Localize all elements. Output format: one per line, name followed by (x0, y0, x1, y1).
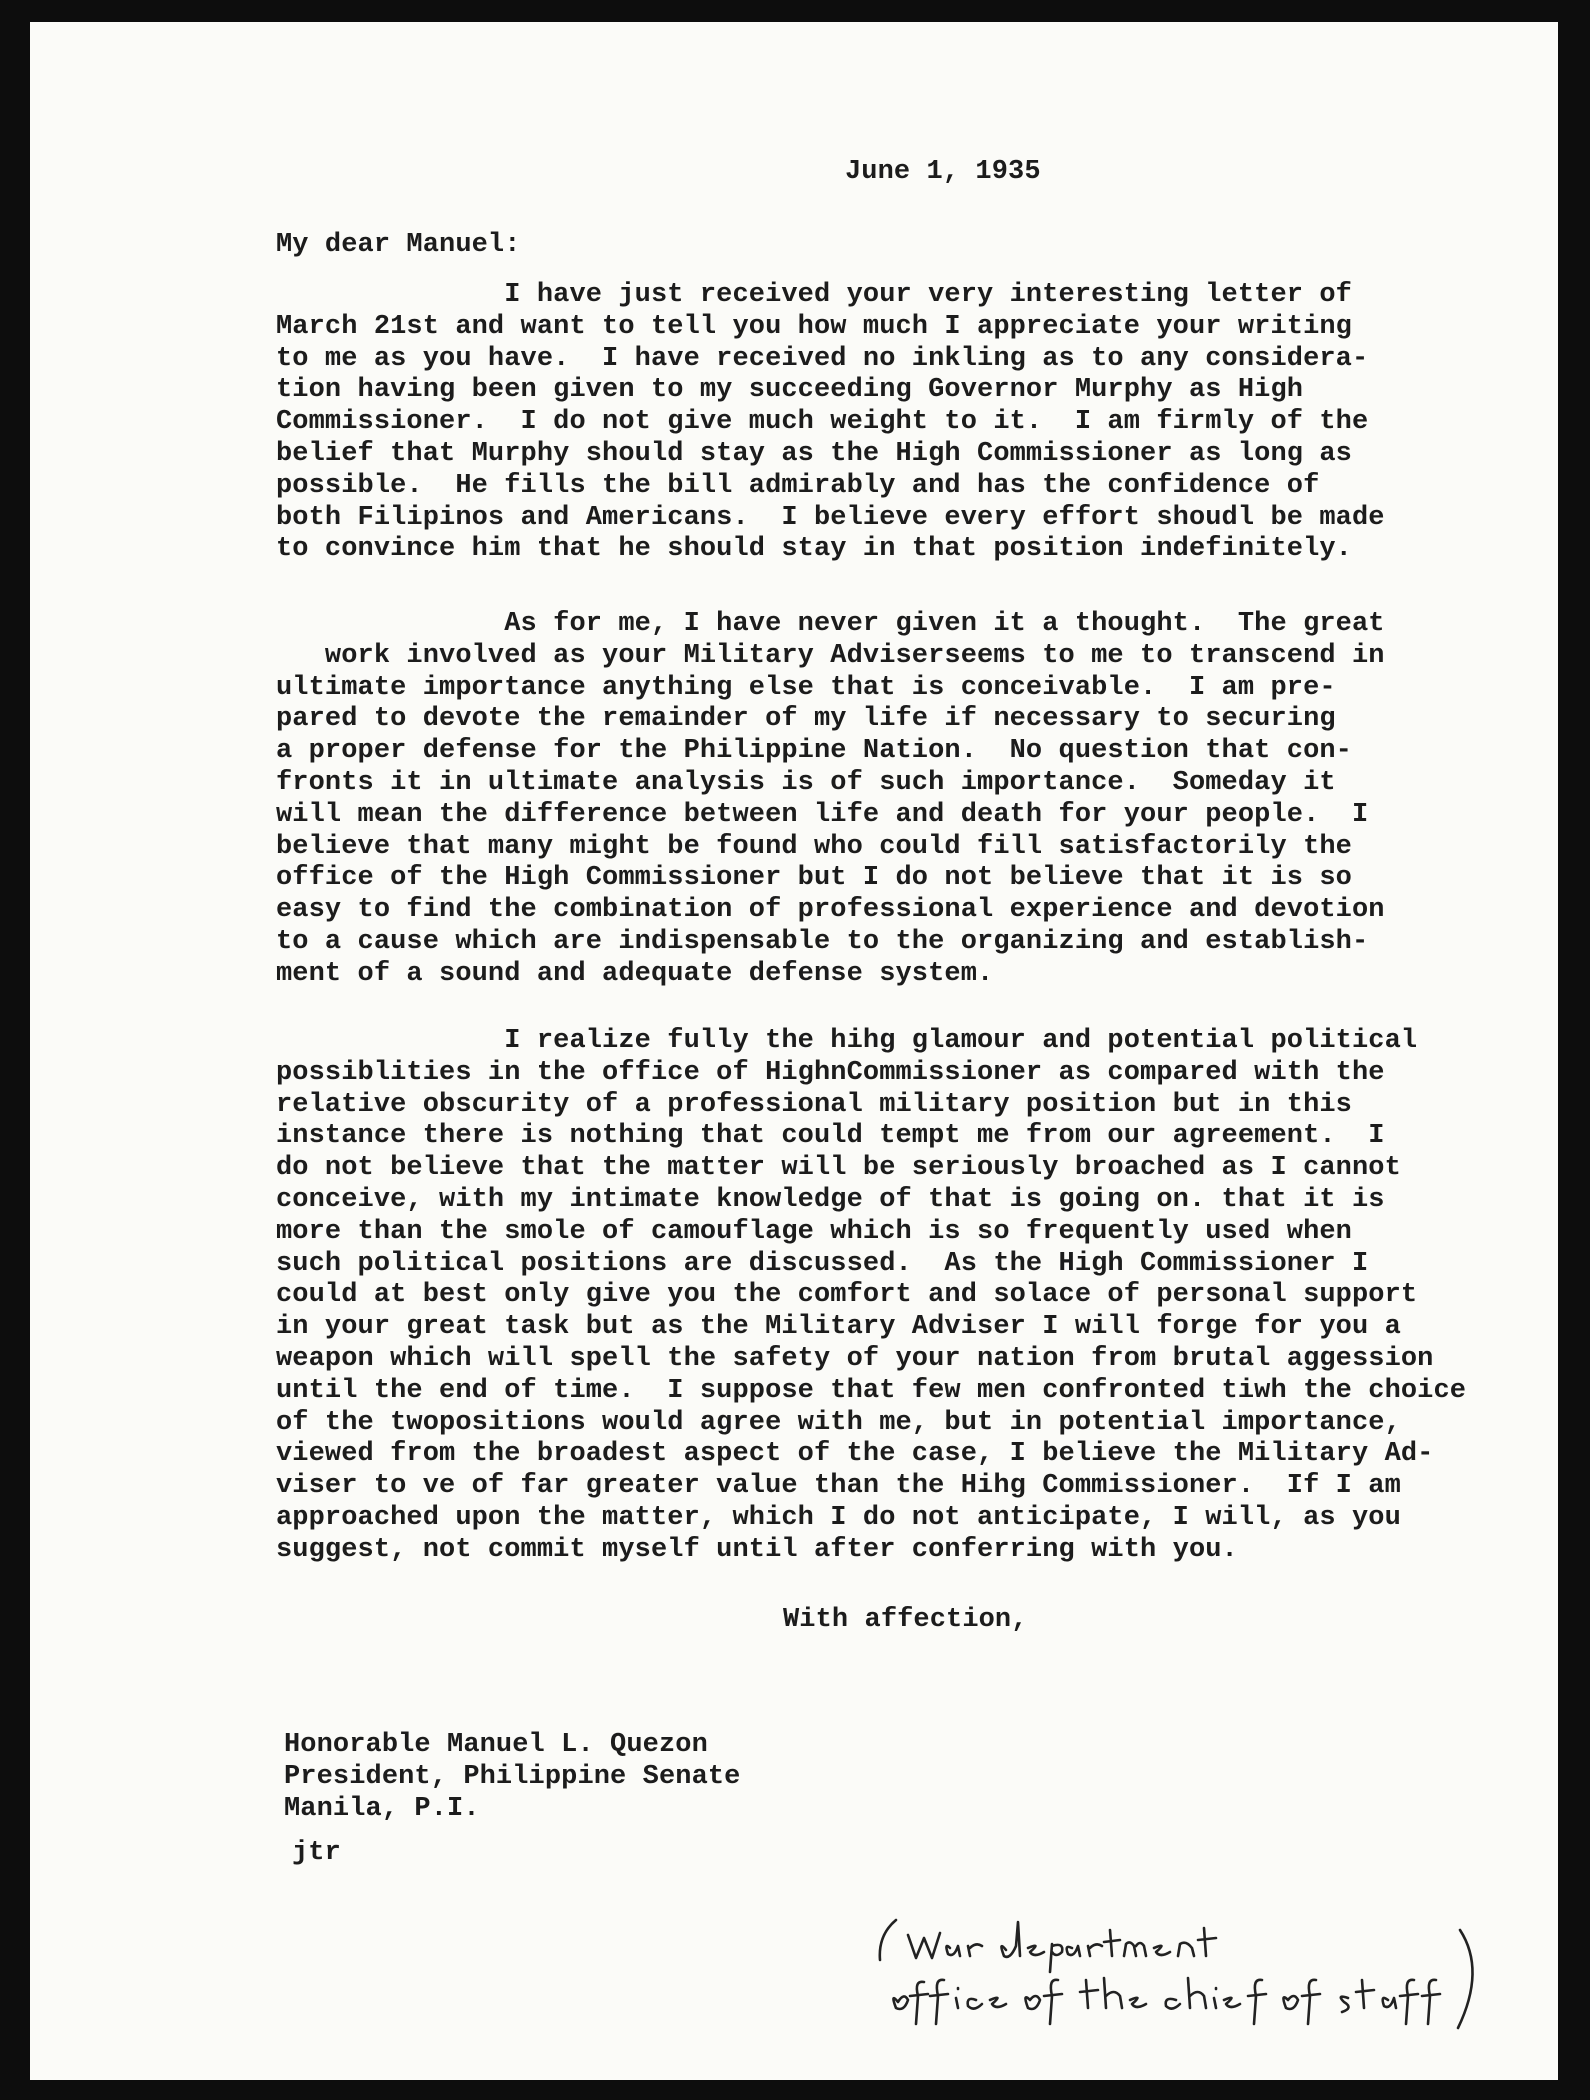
letter-date: June 1, 1935 (845, 157, 1041, 187)
handwriting-drawing (858, 1900, 1558, 2050)
closing: With affection, (783, 1605, 1028, 1635)
recipient-address: Honorable Manuel L. Quezon President, Philippine Senate Manila, P.I. (284, 1730, 741, 1824)
typist-initials: jtr (292, 1838, 341, 1868)
handwritten-note (858, 1900, 1558, 2050)
body-paragraph-3: I realize fully the hihg glamour and potential political possiblities in the office of HighnCommissioner as compared with the relative obscurity of a professional military position but in this instance there is nothing that could tempt me from our agreement. I do not believe that the matter will be seriously broached as I cannot conceive, with my intimate knowledge of that is going on. that it is more than the smole of camouflage which is so frequently used when such political positions are discussed. As the High Commissioner I could at best only give you the comfort and solace of personal support in your great task but as the Military Adviser I will forge for you a weapon which will spell the safety of your nation from brutal aggession until the end of time. I suppose that few men confronted tiwh the choice of the twopositions would agree with me, but in potential importance, viewed from the broadest aspect of the case, I believe the Military Ad- viser to ve of far greater value than the Hihg Commissioner. If I am approached upon the matter, which I do not anticipate, I will, as you suggest, not commit myself until after conferring with you. (276, 1026, 1467, 1565)
body-paragraph-1: I have just received your very interesting letter of March 21st and want to tell you how much I appreciate your writing to me as you have. I have received no inkling as to any considera- tion having been given to my succeeding Governor Murphy as High Commissioner. I do not give much weight to it. I am firmly of the belief that Murphy should stay as the High Commissioner as long as possible. He fills the bill admirably and has the confidence of both Filipinos and Americans. I believe every effort shoudl be made to convince him that he should stay in that position indefinitely. (276, 280, 1385, 565)
body-paragraph-2: As for me, I have never given it a thought. The great work involved as your Military Adviserseems to me to transcend in ultimate importance anything else that is conceivable. I am pre- pared to devote the remainder of my life if necessary to securing a proper defense for the Philippine Nation. No question that con- fronts it in ultimate analysis is of such importance. Someday it will mean the difference between life and death for your people. I believe that many might be found who could fill satisfactorily the office of the High Commissioner but I do not believe that it is so easy to find the combination of professional experience and devotion to a cause which are indispensable to the organizing and establish- ment of a sound and adequate defense system. (276, 609, 1385, 989)
salutation: My dear Manuel: (276, 230, 521, 260)
